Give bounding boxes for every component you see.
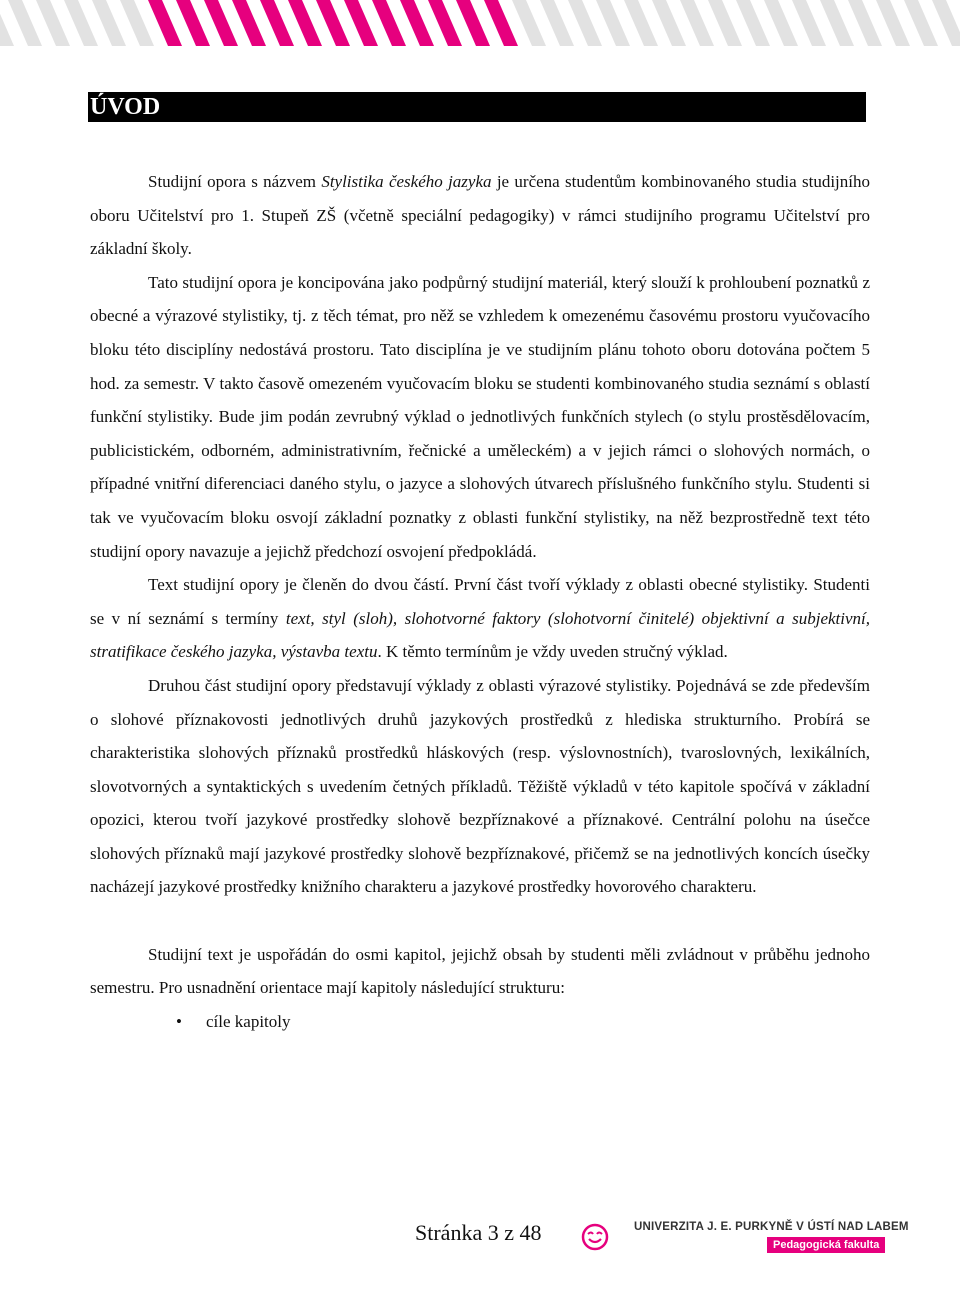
decorative-stripe: [876, 0, 910, 46]
decorative-stripe: [652, 0, 686, 46]
decorative-stripe: [204, 0, 238, 46]
decorative-stripe: [624, 0, 658, 46]
paragraph-purpose: Tato studijní opora je koncipována jako podpůrný studijní materiál, který slouží k prohloubení poznatků z obecné a výrazové stylistiky, tj. z těch témat, pro něž se vzhledem k omezenému časovému prostoru vyučovacího bloku této disciplíny nedostává prostoru. Tato disciplína je ve studijním plánu tohoto oboru dotována počtem 5 hod. za semestr. V takto časově omezeném vyučovacím bloku se studenti kombinovaného studia seznámí s oblastí funkční stylistiky. Bude jim podán zevrubný výklad o jednotlivých funkčních stylech (o stylu prostěsdělovacím, publicistickém, odborném, administrativním, řečnické a uměleckém) a v jejich rámci o slohových normách, o případné vnitřní diferenciaci daného stylu, o jazyce a slohových útvarech příslušného funkčního stylu. Studenti si tak ve vyučovacím bloku osvojí základní poznatky z oblasti funkční stylistiky, na něž bezprostředně text této studijní opory navazuje a jejichž předchozí osvojení předpokládá.: [90, 272, 870, 561]
list-item: • cíle kapitoly: [90, 1005, 870, 1039]
decorative-stripe: [456, 0, 490, 46]
decorative-stripe: [288, 0, 322, 46]
paragraph-structure: Studijní text je uspořádán do osmi kapitol, jejichž obsah by studenti měli zvládnout v průběhu jednoho semestru. Pro usnadnění orientace mají kapitoly následující strukturu:: [90, 944, 870, 998]
decorative-stripe: [8, 0, 42, 46]
decorative-stripe: [36, 0, 70, 46]
decorative-stripe: [316, 0, 350, 46]
university-name: UNIVERZITA J. E. PURKYNĚ V ÚSTÍ NAD LABEM: [634, 1221, 909, 1233]
decorative-stripe: [512, 0, 546, 46]
decorative-stripe: [708, 0, 742, 46]
decorative-stripe: [400, 0, 434, 46]
decorative-stripe: [344, 0, 378, 46]
smiley-emblem-icon: [580, 1222, 610, 1252]
decorative-stripe: [904, 0, 938, 46]
decorative-stripe: [680, 0, 714, 46]
decorative-stripe: [372, 0, 406, 46]
decorative-stripe: [260, 0, 294, 46]
terms-list: text, styl (sloh), slohotvorné faktory (slohotvorní činitelé) objektivní a subjektivní, stratifikace českého jazyka, výstavba textu: [90, 608, 871, 662]
paragraph-part-two: Druhou část studijní opory představují výklady z oblasti výrazové stylistiky. Pojednává se zde především o slohové příznakovosti jednotlivých druhů jazykových prostředků z hlediska strukturního. Probírá se charakteristika slohových příznaků prostředků hláskových (resp. výslovnostních), tvaroslovných, lexikálních, slovotvorných a syntaktických s uvedením četných příkladů. Těžiště výkladů v této kapitole spočívá v základní opozici, kterou tvoří jazykové prostředky slohově bezpříznakové a příznakové. Centrální polohu na úsečce slohových příznaků mají jazykové prostředky slohově bezpříznakové, přičemž se na jednotlivých koncích úsečky nacházejí jazykové prostředky knižního charakteru a jazykové prostředky hovorového charakteru.: [90, 675, 870, 897]
decorative-stripe: [120, 0, 154, 46]
decorative-stripe: [764, 0, 798, 46]
decorative-stripe: [596, 0, 630, 46]
decorative-stripe: [232, 0, 266, 46]
section-heading: ÚVOD: [88, 92, 866, 122]
paragraph-intro: Studijní opora s názvem Stylistika českého jazyka je určena studentům kombinovaného studia studijního oboru Učitelství pro 1. Stupeň ZŠ (včetně speciální pedagogiky) v rámci studijního programu Učitelství pro základní školy.: [90, 172, 870, 259]
page-number: Stránka 3 z 48: [415, 1220, 542, 1245]
document-body: [90, 165, 870, 1038]
decorative-stripe: [848, 0, 882, 46]
decorative-stripe: [736, 0, 770, 46]
decorative-stripe: [176, 0, 210, 46]
decorative-stripe: [64, 0, 98, 46]
decorative-stripe: [568, 0, 602, 46]
decorative-stripe: [932, 0, 960, 46]
decorative-stripe-banner: [0, 0, 960, 60]
decorative-stripe: [540, 0, 574, 46]
decorative-stripe: [428, 0, 462, 46]
chapter-structure-list: [90, 1005, 870, 1039]
paragraph-part-one: Text studijní opory je členěn do dvou částí. První část tvoří výklady z oblasti obecné stylistiky. Studenti se v ní seznámí s termíny text, styl (sloh), slohotvorné faktory (slohotvorní činitelé) objektivní a subjektivní, stratifikace českého jazyka, výstavba textu. K těmto termínům je vždy uveden stručný výklad.: [90, 575, 871, 662]
faculty-badge: Pedagogická fakulta: [767, 1237, 885, 1253]
decorative-stripe: [820, 0, 854, 46]
decorative-stripe: [484, 0, 518, 46]
course-title: Stylistika českého jazyka: [321, 172, 492, 191]
decorative-stripe: [148, 0, 182, 46]
decorative-stripe: [792, 0, 826, 46]
decorative-stripe: [92, 0, 126, 46]
